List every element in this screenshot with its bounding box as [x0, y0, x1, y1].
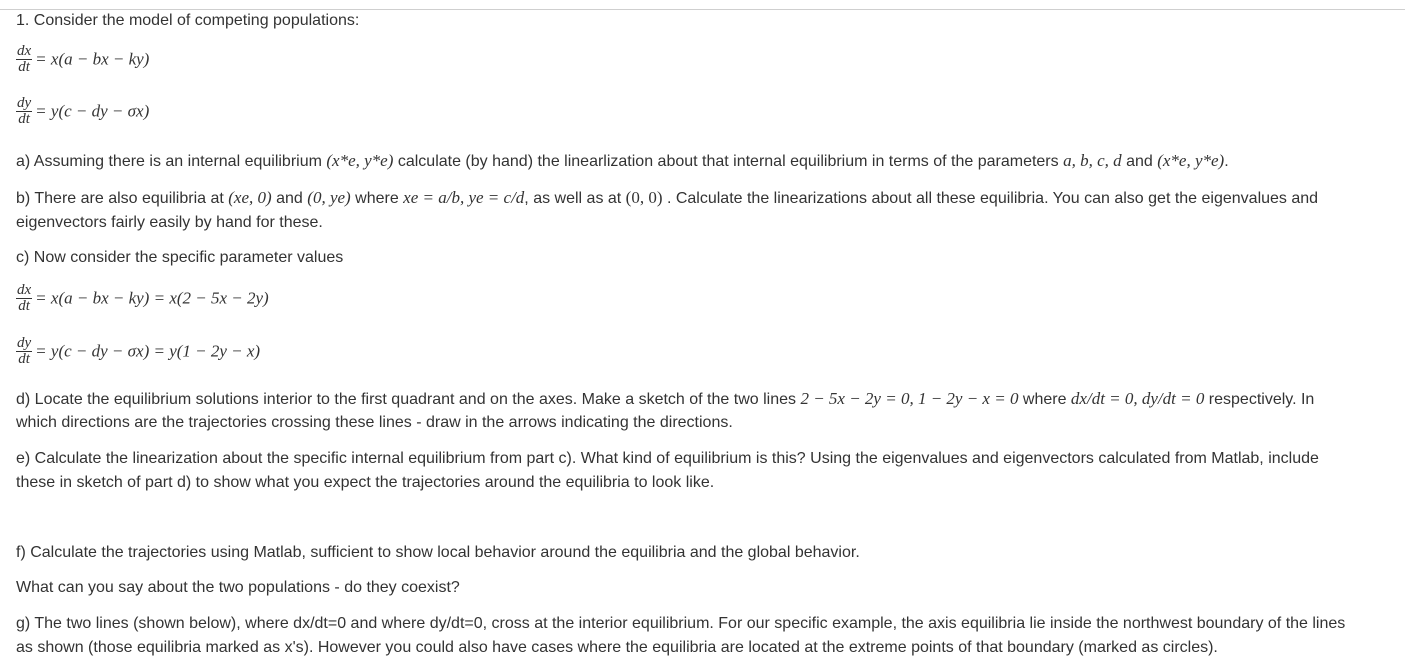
part-g-text-line2: as shown (those equilibria marked as x's). However you could also have cases where the equilibria are located at the extreme points of that boundary (marked as circles).	[16, 639, 1218, 656]
part-b-text-line2: eigenvectors fairly easily by hand for these.	[16, 214, 323, 231]
coexist-question: What can you say about the two populations - do they coexist?	[16, 579, 460, 596]
part-b-math-origin: (0, 0)	[625, 188, 663, 207]
part-e-text: e) Calculate the linearization about the specific internal equilibrium from part c). What kind of equilibrium is this? Using the eigenvalues and eigenvectors calculated from Matlab, include	[16, 450, 1319, 467]
equation-dx-dt-specific	[16, 283, 269, 314]
part-a-text-2: calculate (by hand) the linearlization about that internal equilibrium in terms of the parameters	[393, 153, 1064, 170]
part-d-text-3: respectively. In	[1204, 391, 1315, 408]
part-f-text: f) Calculate the trajectories using Matlab, sufficient to show local behavior around the equilibria and the global behavior.	[16, 544, 860, 561]
fraction-numerator: dy	[17, 335, 32, 351]
fraction-denominator: dt	[18, 298, 30, 314]
fraction-dx-dt	[16, 44, 32, 75]
part-e-text-line2: these in sketch of part d) to show what you expect the trajectories around the equilibria to look like.	[16, 474, 715, 491]
top-divider	[0, 9, 1405, 10]
problem-heading: 1. Consider the model of competing populations:	[16, 12, 360, 29]
fraction-numerator: dx	[17, 282, 32, 298]
equation-dx-dt	[16, 44, 149, 75]
part-b-math-values: xe = a/b, ye = c/d	[403, 188, 525, 207]
part-b-text-1: b) There are also equilibria at	[16, 190, 229, 207]
equation-dy-dt-specific	[16, 336, 260, 367]
part-g-text: g) The two lines (shown below), where dx/dt=0 and where dy/dt=0, cross at the interior equilibrium. For our specific example, the axis equilibria lie inside the northwest boundary of the lines	[16, 615, 1346, 632]
part-b-math-0ye: (0, ye)	[307, 188, 351, 207]
part-d-math-derivs: dx/dt = 0, dy/dt = 0	[1070, 389, 1205, 408]
fraction-dy-dt	[16, 336, 32, 367]
part-b-text-3: where	[350, 190, 404, 207]
part-a-text	[16, 151, 1229, 171]
equation-rhs: = x(a − bx − ky) = x(2 − 5x − 2y)	[35, 288, 269, 308]
fraction-denominator: dt	[18, 351, 30, 367]
part-a-text-3: and	[1121, 153, 1158, 170]
part-a-math-equilibrium-2: (x*e, y*e)	[1157, 151, 1225, 170]
part-c-text: c) Now consider the specific parameter values	[16, 249, 344, 266]
part-d-text-2: where	[1018, 391, 1071, 408]
fraction-denominator: dt	[18, 59, 30, 75]
part-b-text	[16, 188, 1318, 208]
part-d-text	[16, 389, 1314, 409]
part-b-text-2: and	[271, 190, 308, 207]
part-d-math-lines: 2 − 5x − 2y = 0, 1 − 2y − x = 0	[800, 389, 1019, 408]
equation-dy-dt	[16, 96, 149, 127]
equation-rhs: = y(c − dy − σx) = y(1 − 2y − x)	[35, 341, 261, 361]
part-a-math-equilibrium: (x*e, y*e)	[326, 151, 394, 170]
part-b-text-5: . Calculate the linearizations about all these equilibria. You can also get the eigenvalues and	[662, 190, 1319, 207]
equation-rhs: = y(c − dy − σx)	[35, 101, 150, 121]
fraction-dy-dt	[16, 96, 32, 127]
part-b-text-4: , as well as at	[524, 190, 626, 207]
fraction-dx-dt	[16, 283, 32, 314]
part-d-text-1: d) Locate the equilibrium solutions interior to the first quadrant and on the axes. Make a sketch of the two lines	[16, 391, 801, 408]
fraction-numerator: dy	[17, 95, 32, 111]
part-a-math-params: a, b, c, d	[1063, 151, 1122, 170]
equation-rhs: = x(a − bx − ky)	[35, 49, 150, 69]
part-d-text-line2: which directions are the trajectories crossing these lines - draw in the arrows indicating the directions.	[16, 414, 733, 431]
part-a-text-1: a) Assuming there is an internal equilibrium	[16, 153, 327, 170]
fraction-numerator: dx	[17, 43, 32, 59]
part-a-text-4: .	[1224, 153, 1229, 170]
part-b-math-xe0: (xe, 0)	[228, 188, 272, 207]
fraction-denominator: dt	[18, 111, 30, 127]
